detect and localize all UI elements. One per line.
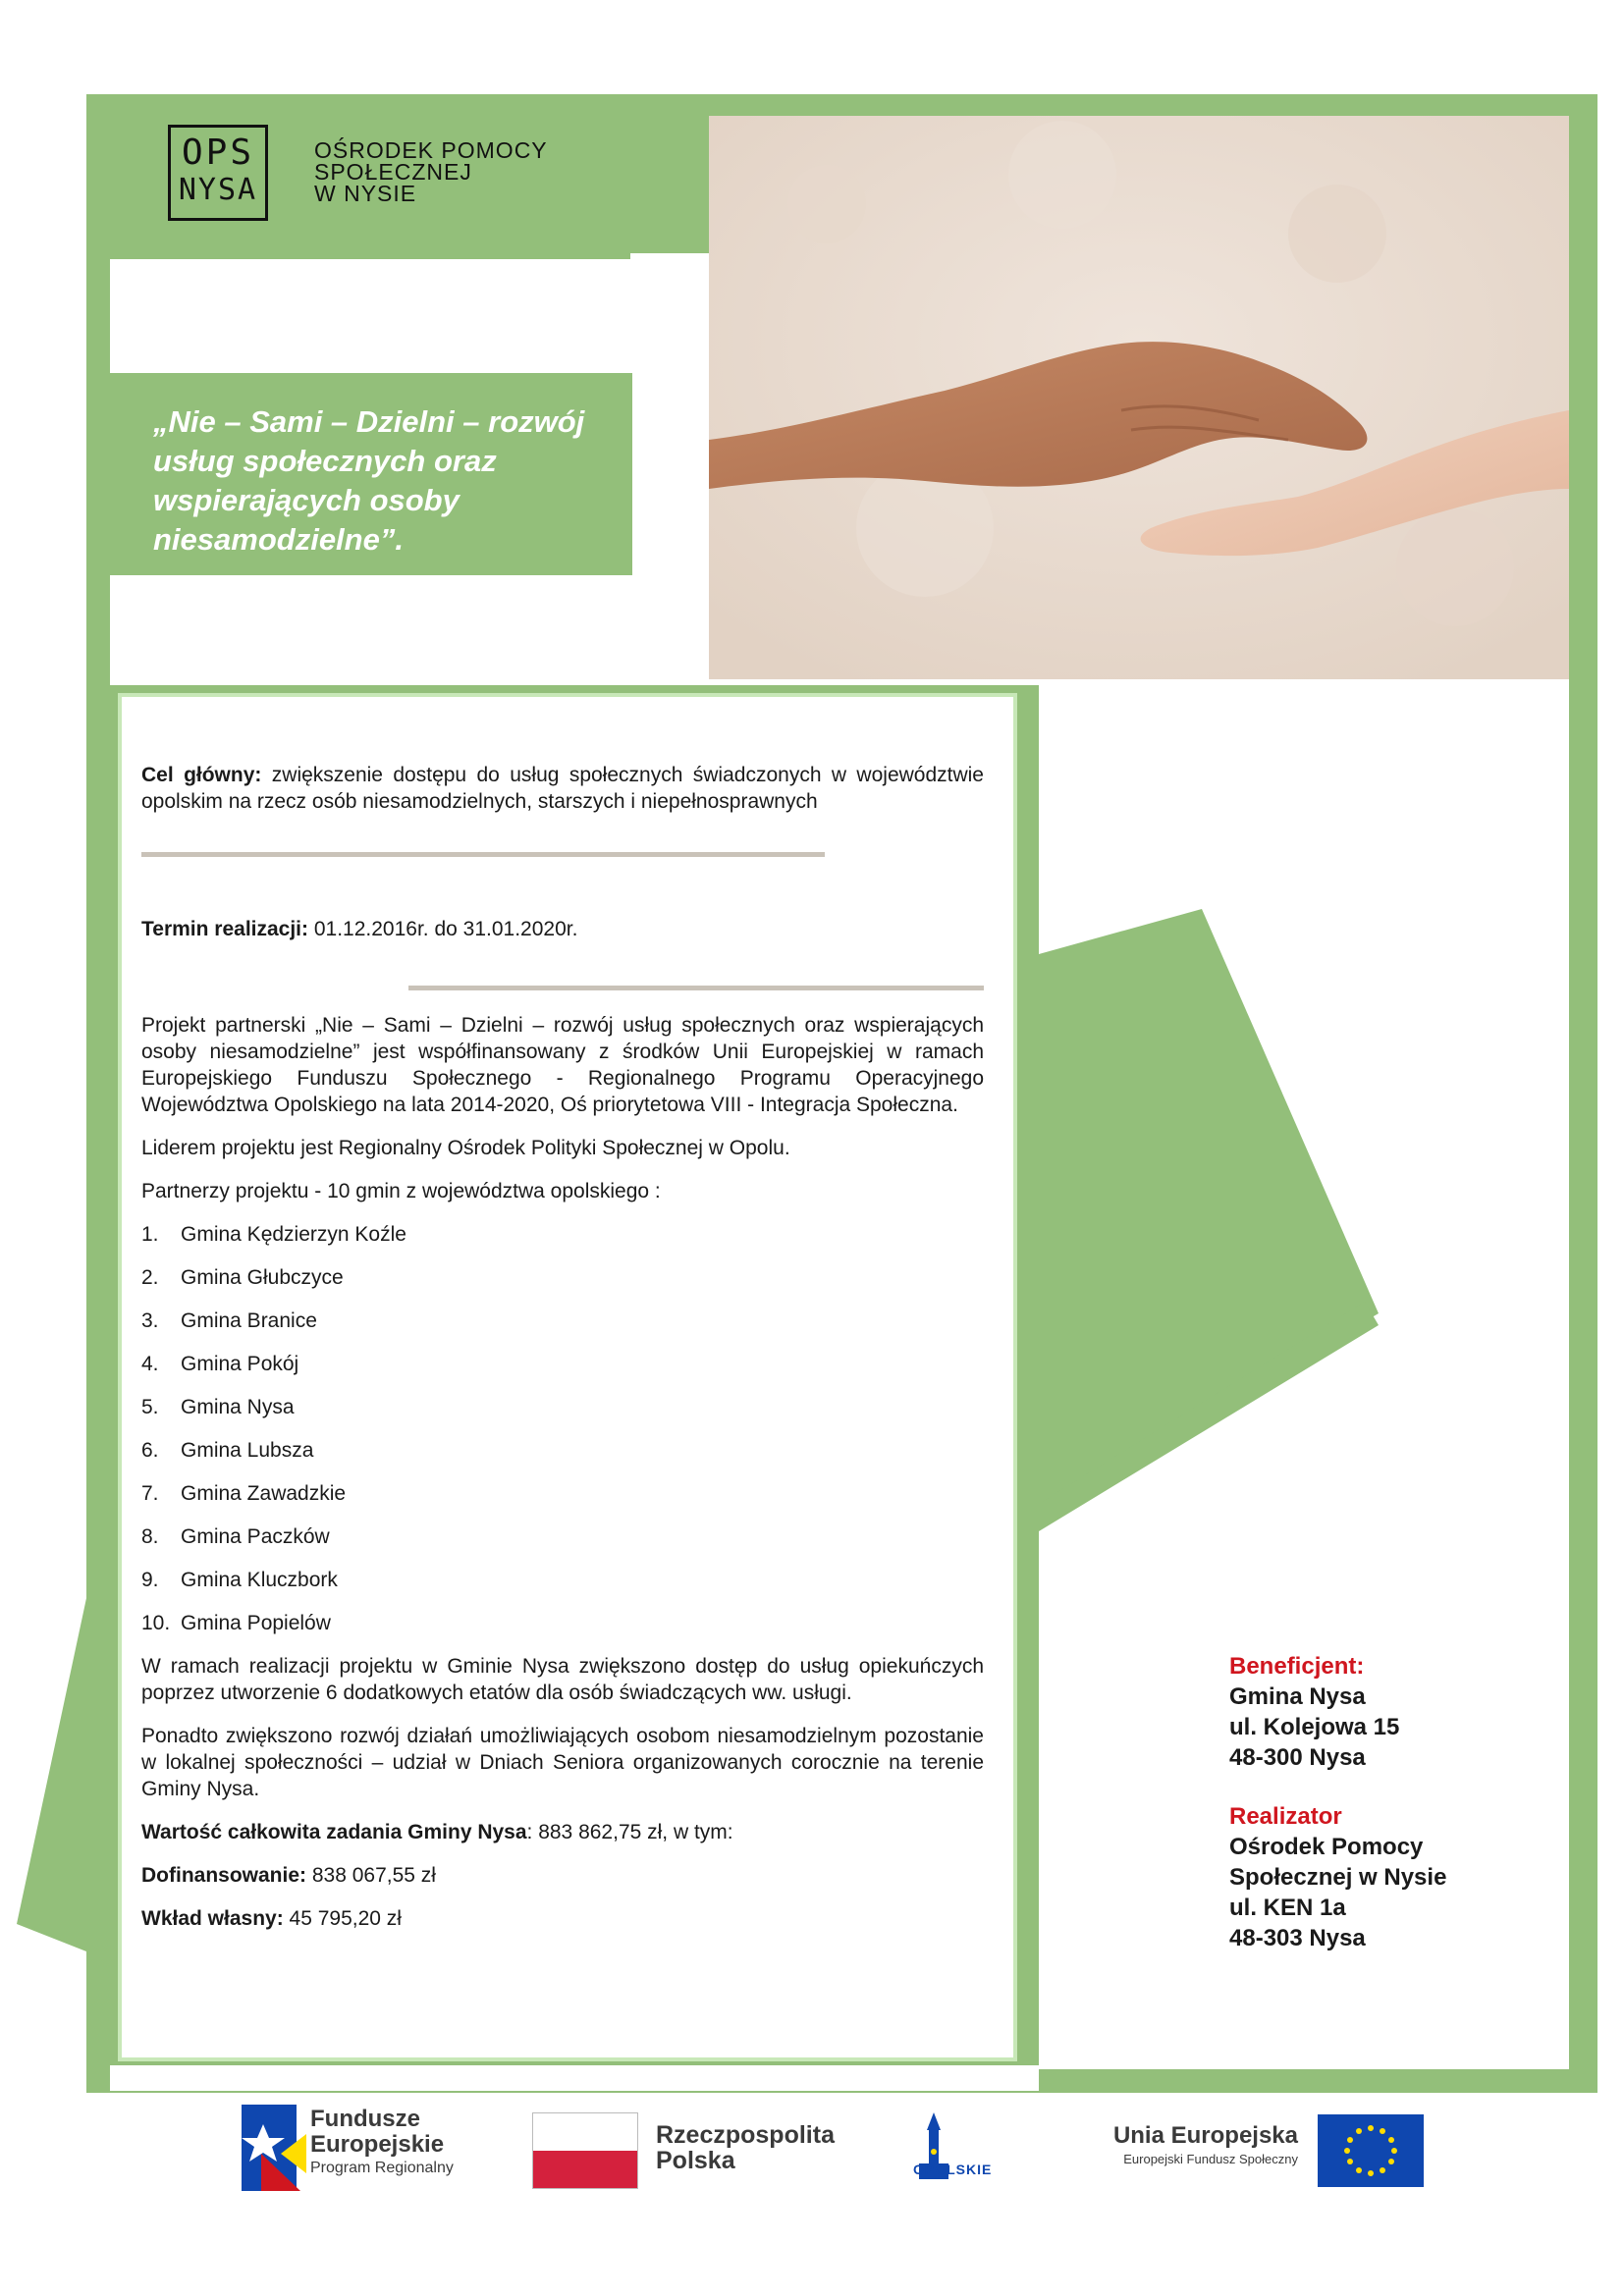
beneficiary-line: 48-300 Nysa [1229,1744,1366,1771]
rzeczpospolita-polska-logo [532,2105,846,2203]
org-name-line1: OŚRODEK POMOCY [314,137,548,163]
list-item: 9. Gmina Kluczbork [141,1569,338,1591]
list-item: 7. Gmina Zawadzkie [141,1482,347,1505]
list-item: 4. Gmina Pokój [141,1353,299,1375]
goal-label: Cel główny: [141,764,262,786]
leader-paragraph: Liderem projektu jest Regionalny Ośrodek Polityki Społecznej w Opolu. [141,1137,790,1159]
own-contribution-value: Wkład własny: 45 795,20 zł [141,1907,402,1930]
beneficiary-label: Beneficjent: [1229,1653,1365,1680]
goal-text: zwiększenie dostępu do usług społecznych świadczonych w województwie opolskim na rzecz osób niesamodzielnych, starszych i niepełnosprawnych [141,764,984,813]
term-paragraph [141,916,984,942]
hands-illustration [709,116,1569,679]
list-item: 2. Gmina Głubczyce [141,1266,344,1289]
logo-panel [110,116,630,259]
logo-top-text: OPS [181,133,255,173]
opolskie-text: OPOLSKIE [913,2162,993,2177]
total-value: Wartość całkowita zadania Gminy Nysa: 883 862,75 zł, w tym: [141,1821,733,1843]
funding-value: Dofinansowanie: 838 067,55 zł [141,1864,436,1887]
realizator-line: Ośrodek Pomocy [1229,1834,1424,1860]
ops-logo [168,125,268,221]
realizator-line: 48-303 Nysa [1229,1925,1366,1951]
fe-line3: Program Regionalny [310,2160,454,2176]
beneficiary-line: Gmina Nysa [1229,1683,1366,1710]
rp-line1: Rzeczpospolita [656,2121,835,2149]
partners-list [141,1221,984,1636]
term-label: Termin realizacji: [141,918,309,940]
org-name [314,139,548,204]
beneficiary-block [1229,1651,1543,1953]
project-title: „Nie – Sami – Dzielni – rozwój usług społecznych oraz wspierających osoby niesamodzielne”. [153,404,585,557]
project-paragraph: Projekt partnerski „Nie – Sami – Dzielni – rozwój usług społecznych oraz wspierających osoby niesamodzielne” jest współfinansowany z środków Unii Europejskiej w ramach Europejskiego Funduszu Społecznego - Regionalnego Programu Operacyjnego Województwa Opolskiego na lata 2014-2020, Oś priorytetowa VIII - Integracja Społeczna. [141,1014,984,1116]
fe-line2: Europejskie [310,2131,445,2158]
logo-bottom-text: NYSA [178,173,258,207]
term-text: 01.12.2016r. do 31.01.2020r. [308,918,578,940]
list-item: 5. Gmina Nysa [141,1396,295,1418]
org-name-line2: SPOŁECZNEJ [314,159,472,185]
goal-paragraph [141,762,984,815]
fundusze-europejskie-logo [242,2105,477,2203]
scope-paragraph: W ramach realizacji projektu w Gminie Nysa zwiększono dostęp do usług opiekuńczych poprzez utworzenie 6 dodatkowych etatów dla osób świadczących ww. usługi. [141,1655,984,1704]
realizator-line: Społecznej w Nysie [1229,1864,1447,1891]
fe-star-icon [242,2105,306,2191]
list-item: 3. Gmina Branice [141,1309,317,1332]
org-name-line3: W NYSIE [314,181,417,206]
list-item: 8. Gmina Paczków [141,1525,330,1548]
rp-line2: Polska [656,2147,735,2174]
list-item: 1. Gmina Kędzierzyn Koźle [141,1223,406,1246]
ue-line2: Europejski Fundusz Społeczny [1123,2152,1298,2166]
beneficiary-line: ul. Kolejowa 15 [1229,1714,1400,1740]
list-item: 10. Gmina Popielów [141,1612,331,1634]
content-box [122,697,1013,2057]
left-wedge [17,1598,86,1951]
polish-flag-icon [532,2112,638,2189]
divider-1 [141,852,825,857]
partners-paragraph: Partnerzy projektu - 10 gmin z województwa opolskiego : [141,1180,661,1202]
ue-line1: Unia Europejska [1112,2122,1298,2149]
additional-paragraph: Ponadto zwiększono rozwój działań umożliwiających osobom niesamodzielnym pozostanie w lokalnej społeczności – udział w Dniach Seniora organizowanych corocznie na terenie Gminy Nysa. [141,1725,984,1800]
eu-flag-icon [1318,2114,1424,2187]
title-box [110,373,632,575]
divider-2 [408,986,984,990]
opolskie-logo [895,2105,1023,2203]
unia-europejska-logo [1082,2105,1435,2203]
list-item: 6. Gmina Lubsza [141,1439,314,1462]
realizator-line: ul. KEN 1a [1229,1895,1346,1921]
hands-photo [709,116,1569,679]
realizator-label: Realizator [1229,1803,1342,1830]
fe-line1: Fundusze [310,2106,420,2132]
